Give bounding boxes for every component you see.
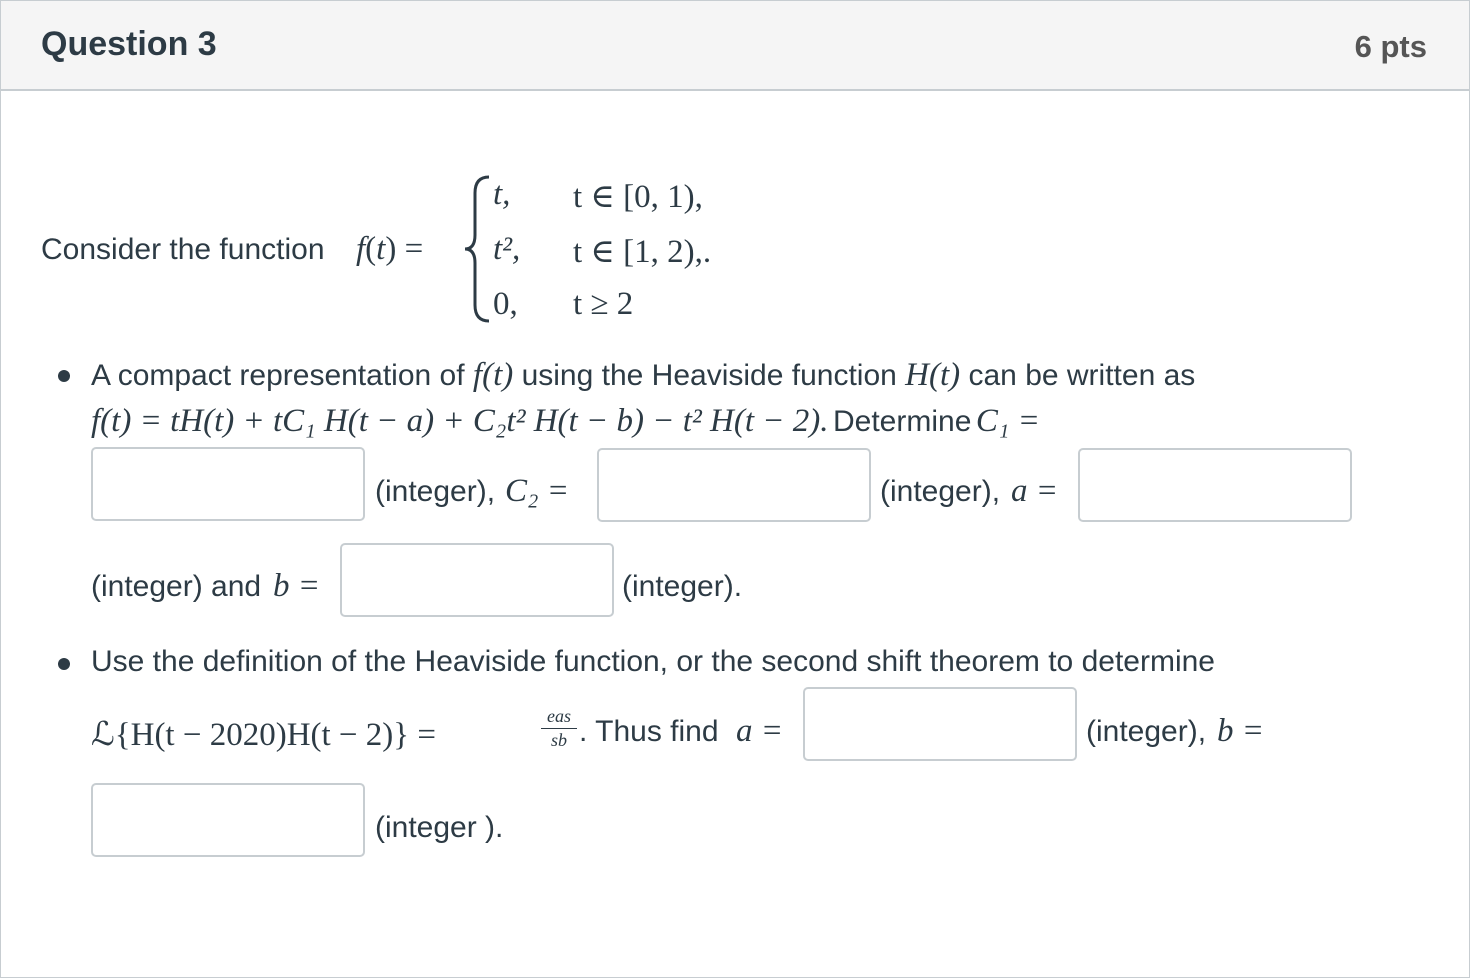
- a-var: a =: [1011, 473, 1059, 509]
- part1-line1: [91, 357, 1195, 394]
- piecewise-brace: [463, 173, 493, 325]
- fraction: [539, 707, 579, 749]
- fraction-numerator: eas: [547, 706, 571, 726]
- intro-text: Consider the function: [41, 233, 325, 266]
- fraction-denominator: sb: [550, 730, 567, 750]
- case-3-value: 0,: [493, 286, 518, 322]
- part1-text-b: using the Heaviside function: [521, 359, 897, 392]
- question-points: 6 pts: [1354, 29, 1427, 64]
- part1-c1-var: C₁ =: [975, 403, 1040, 439]
- bullet-1: [58, 370, 70, 382]
- part2-label-after-a: (integer),: [1086, 715, 1207, 748]
- c2-var: C₂ =: [505, 473, 570, 509]
- part1-text-c: can be written as: [968, 359, 1196, 392]
- part2-line1: Use the definition of the Heaviside function, or the second shift theorem to determine: [91, 645, 1215, 678]
- case-2-condition: t ∈ [1, 2),.: [573, 234, 712, 270]
- part1-f: f(t): [472, 357, 514, 393]
- laplace-expression: ℒ{H(t − 2020)H(t − 2)} =: [91, 717, 436, 753]
- part1-determine: Determine: [833, 405, 972, 438]
- function-name: f(t) =: [356, 231, 424, 267]
- case-3-condition: t ≥ 2: [573, 286, 634, 322]
- label-after-c1: (integer),: [375, 475, 496, 508]
- answer-c1-input[interactable]: [91, 447, 365, 521]
- answer-c2-input[interactable]: [597, 448, 871, 522]
- answer-a-input[interactable]: [1078, 448, 1352, 522]
- case-2-value: t²,: [493, 231, 521, 267]
- part2-label-after-b: (integer ).: [375, 811, 504, 844]
- label-after-c2: (integer),: [880, 475, 1001, 508]
- fraction-bar: [541, 728, 577, 729]
- part1-H: H(t): [905, 357, 961, 393]
- part2-thus-find: . Thus find: [579, 715, 719, 748]
- question-title: Question 3: [41, 25, 217, 63]
- part1-line2: [91, 403, 1040, 440]
- part1-formula: f(t) = tH(t) + tC₁ H(t − a) + C₂t² H(t − b) − t² H(t − 2).: [91, 403, 829, 439]
- part2-answer-b-input[interactable]: [91, 783, 365, 857]
- part2-answer-a-input[interactable]: [803, 687, 1077, 761]
- part2-a-var: a =: [736, 713, 784, 749]
- part1-text-a: A compact representation of: [91, 359, 465, 392]
- label-after-b: (integer).: [622, 570, 743, 603]
- part2-b-var: b =: [1217, 713, 1265, 749]
- bullet-2: [58, 658, 70, 670]
- b-var: b =: [273, 568, 321, 604]
- question-header: [1, 1, 1469, 91]
- case-1-condition: t ∈ [0, 1),: [573, 179, 703, 215]
- answer-b-input[interactable]: [340, 543, 614, 617]
- label-after-a: (integer) and: [91, 570, 262, 603]
- case-1-value: t,: [493, 176, 511, 212]
